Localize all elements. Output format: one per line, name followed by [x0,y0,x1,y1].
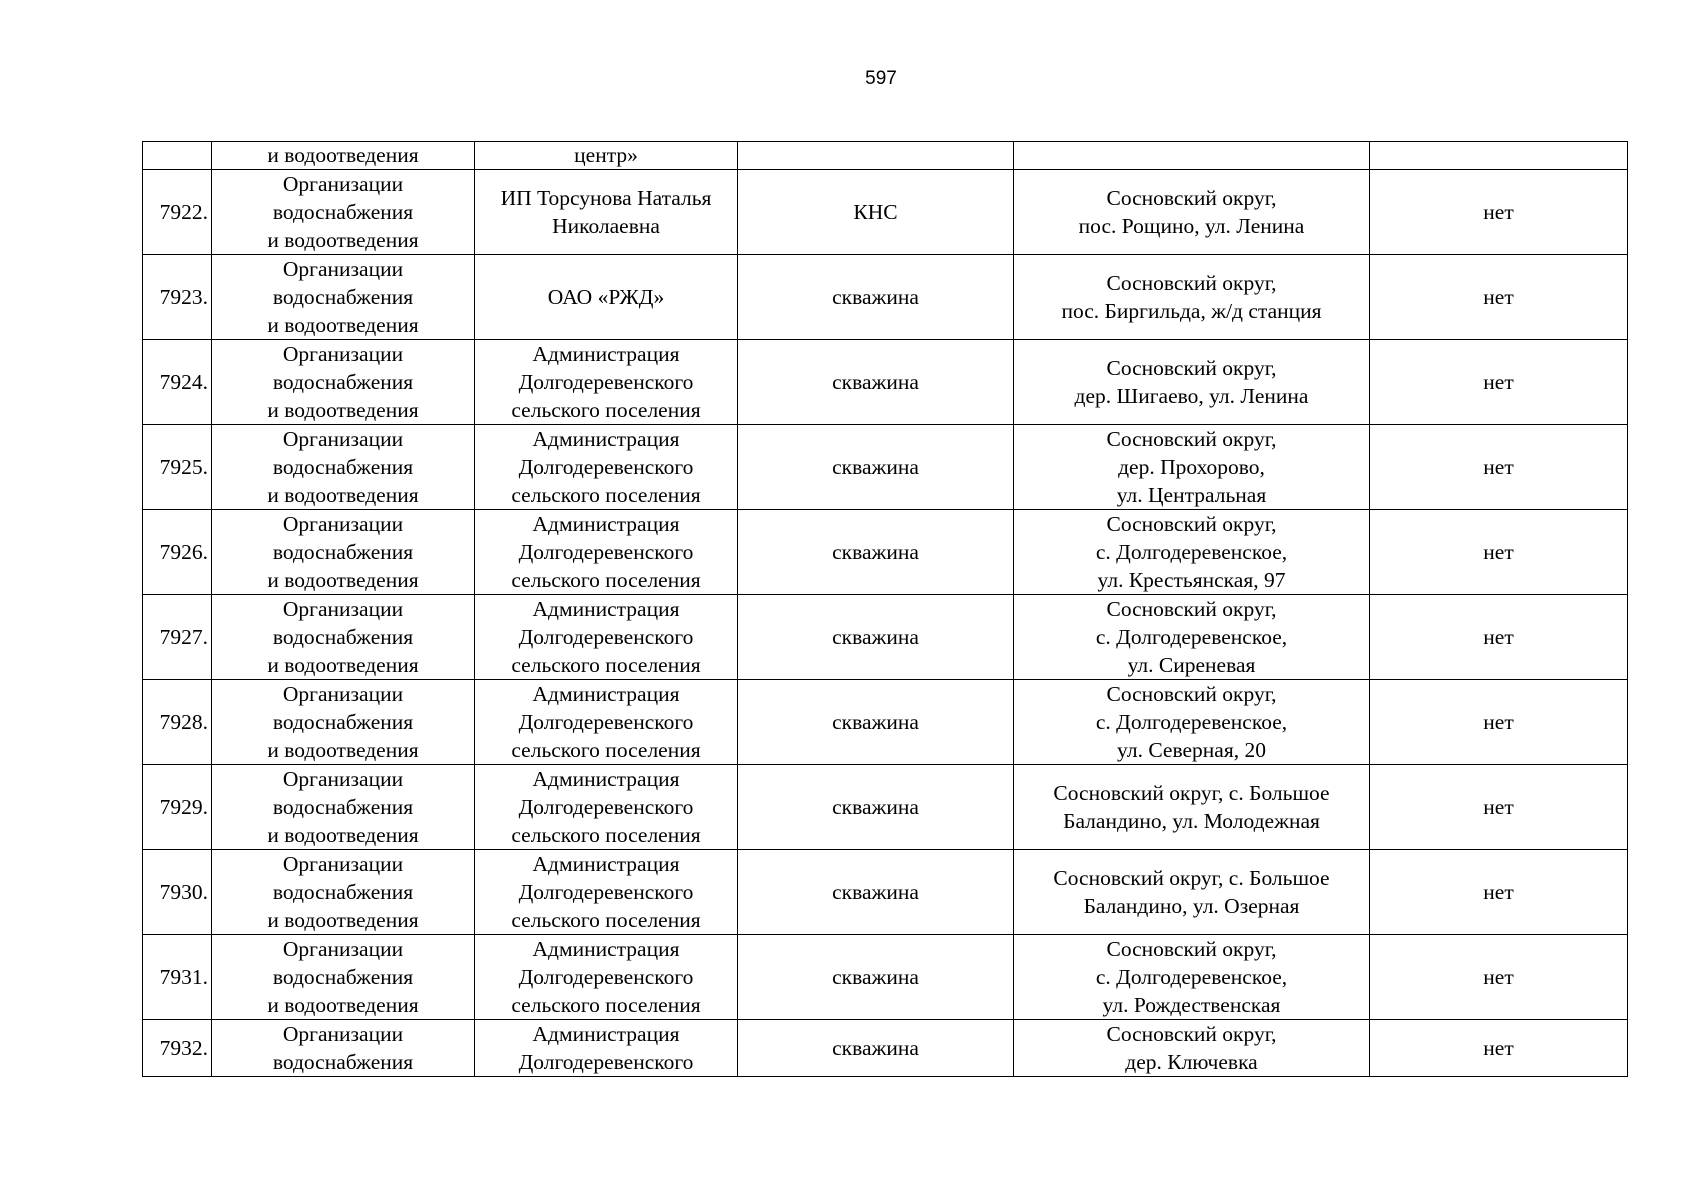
cell-organization-line: ИП Торсунова Наталья [500,186,712,210]
cell-category-line: и водоотведения [267,993,419,1017]
cell-object: скважина [738,1020,1014,1077]
cell-organization-line: Администрация [532,427,680,451]
page-number: 597 [865,68,897,89]
cell-address-line: пос. Биргильда, ж/д станция [1061,299,1322,323]
cell-organization-line: сельского поселения [511,483,701,507]
cell-organization-line: Администрация [532,342,680,366]
cell-organization-line: Долгодеревенского [518,625,694,649]
cell-organization-line: сельского поселения [511,823,701,847]
cell-category [212,1020,475,1077]
cell-number: 7922. [143,170,212,255]
cell-category: и водоотведения [212,142,475,170]
cell-status: нет [1370,680,1628,765]
cell-address-line: Сосновский округ, [1106,937,1277,961]
cell-organization-line: Долгодеревенского [518,455,694,479]
cell-organization [475,255,738,340]
cell-category [212,765,475,850]
cell-status: нет [1370,595,1628,680]
table-row [143,850,1628,935]
cell-number: 7927. [143,595,212,680]
continued-row [143,142,1628,170]
cell-address [1014,595,1370,680]
cell-address [1014,170,1370,255]
cell-address-line: Сосновский округ, [1106,512,1277,536]
cell-address-line: Сосновский округ, [1106,356,1277,380]
cell-category-line: и водоотведения [267,228,419,252]
cell-category-line: и водоотведения [267,908,419,932]
cell-category-line: и водоотведения [267,313,419,337]
cell-organization-line: сельского поселения [511,653,701,677]
cell-category-line: водоснабжения [272,540,414,564]
cell-category [212,425,475,510]
cell-category-line: водоснабжения [272,200,414,224]
cell-address-line: Баландино, ул. Озерная [1083,894,1300,918]
cell-object: скважина [738,765,1014,850]
cell-address [1014,340,1370,425]
cell-address-line: ул. Сиреневая [1127,653,1256,677]
cell-object: скважина [738,680,1014,765]
cell-status: нет [1370,255,1628,340]
cell-number: 7932. [143,1020,212,1077]
cell-address-line: Баландино, ул. Молодежная [1063,809,1320,833]
cell-address [1014,142,1370,170]
cell-address-line: Сосновский округ, с. Большое [1053,781,1330,805]
cell-address-line: Сосновский округ, [1106,682,1277,706]
cell-category-line: и водоотведения [267,483,419,507]
cell-organization-line: сельского поселения [511,993,701,1017]
cell-organization-line: Долгодеревенского [518,1050,694,1074]
cell-category-line: Организации [282,512,404,536]
cell-status: нет [1370,425,1628,510]
table-row [143,680,1628,765]
cell-status [1370,142,1628,170]
cell-address-line: Сосновский округ, с. Большое [1053,866,1330,890]
cell-status: нет [1370,510,1628,595]
cell-organization-line: сельского поселения [511,908,701,932]
cell-object: скважина [738,510,1014,595]
table-row [143,255,1628,340]
cell-category-line: и водоотведения [267,653,419,677]
cell-organization-line: ОАО «РЖД» [547,285,665,309]
cell-category [212,170,475,255]
cell-address-line: Сосновский округ, [1106,597,1277,621]
cell-address-line: Сосновский округ, [1106,427,1277,451]
cell-category-line: водоснабжения [272,710,414,734]
cell-category [212,510,475,595]
cell-organization-line: сельского поселения [511,738,701,762]
cell-category-line: водоснабжения [272,880,414,904]
cell-organization [475,935,738,1020]
cell-number: 7926. [143,510,212,595]
table-row [143,425,1628,510]
cell-address-line: ул. Крестьянская, 97 [1097,568,1286,592]
cell-category-line: Организации [282,852,404,876]
cell-organization-line: Долгодеревенского [518,370,694,394]
cell-category-line: Организации [282,937,404,961]
cell-category-line: водоснабжения [272,625,414,649]
cell-category [212,595,475,680]
cell-organization-line: сельского поселения [511,398,701,422]
cell-address-line: Сосновский округ, [1106,271,1277,295]
cell-address-line: с. Долгодеревенское, [1095,710,1288,734]
cell-status: нет [1370,340,1628,425]
table-row [143,765,1628,850]
cell-organization-line: Администрация [532,512,680,536]
cell-number: 7924. [143,340,212,425]
cell-object: КНС [738,170,1014,255]
cell-status: нет [1370,765,1628,850]
cell-category-line: Организации [282,257,404,281]
cell-category-line: Организации [282,682,404,706]
cell-category-line: водоснабжения [272,285,414,309]
cell-address-line: дер. Ключевка [1125,1050,1258,1074]
cell-organization-line: сельского поселения [511,568,701,592]
cell-address-line: Сосновский округ, [1106,186,1277,210]
cell-organization [475,1020,738,1077]
cell-organization [475,340,738,425]
cell-number: 7931. [143,935,212,1020]
cell-number: 7925. [143,425,212,510]
table-row [143,340,1628,425]
cell-category-line: Организации [282,342,404,366]
cell-organization [475,510,738,595]
cell-status: нет [1370,170,1628,255]
cell-address-line: дер. Шигаево, ул. Ленина [1074,384,1309,408]
cell-status: нет [1370,1020,1628,1077]
cell-category-line: и водоотведения [267,568,419,592]
cell-organization-line: Администрация [532,937,680,961]
cell-category-line: водоснабжения [272,1050,414,1074]
registry-table [142,141,1628,1077]
cell-address-line: дер. Прохорово, [1118,455,1265,479]
cell-organization-line: Администрация [532,852,680,876]
cell-number: 7929. [143,765,212,850]
cell-category [212,255,475,340]
cell-number: 7930. [143,850,212,935]
cell-category-line: и водоотведения [267,738,419,762]
cell-object: скважина [738,340,1014,425]
cell-category-line: Организации [282,172,404,196]
cell-organization-line: Администрация [532,682,680,706]
cell-organization-line: Долгодеревенского [518,710,694,734]
cell-number: 7928. [143,680,212,765]
cell-category-line: Организации [282,597,404,621]
cell-address-line: пос. Рощино, ул. Ленина [1078,214,1305,238]
cell-category [212,850,475,935]
cell-category [212,935,475,1020]
cell-address [1014,850,1370,935]
cell-organization-line: Администрация [532,1022,680,1046]
table-row [143,595,1628,680]
cell-object [738,142,1014,170]
cell-organization-line: Долгодеревенского [518,795,694,819]
cell-organization [475,170,738,255]
cell-organization-line: Долгодеревенского [518,880,694,904]
cell-address [1014,510,1370,595]
table-row [143,510,1628,595]
cell-organization-line: Долгодеревенского [518,540,694,564]
cell-category-line: Организации [282,427,404,451]
cell-address-line: ул. Рождественская [1102,993,1281,1017]
cell-organization [475,765,738,850]
cell-object: скважина [738,935,1014,1020]
cell-category-line: Организации [282,767,404,791]
cell-object: скважина [738,425,1014,510]
table-row [143,170,1628,255]
cell-organization-line: Администрация [532,767,680,791]
cell-category-line: и водоотведения [267,823,419,847]
cell-address-line: ул. Северная, 20 [1117,738,1266,762]
cell-address [1014,255,1370,340]
cell-organization-line: Администрация [532,597,680,621]
cell-organization [475,425,738,510]
cell-object: скважина [738,595,1014,680]
cell-object: скважина [738,255,1014,340]
cell-address [1014,935,1370,1020]
cell-address [1014,1020,1370,1077]
cell-organization [475,680,738,765]
cell-organization [475,595,738,680]
cell-address-line: ул. Центральная [1116,483,1267,507]
table-body [143,142,1628,1077]
cell-organization: центр» [475,142,738,170]
cell-category-line: водоснабжения [272,455,414,479]
cell-category-line: водоснабжения [272,795,414,819]
cell-number [143,142,212,170]
cell-address-line: с. Долгодеревенское, [1095,625,1288,649]
cell-category [212,340,475,425]
cell-category-line: Организации [282,1022,404,1046]
cell-category-line: водоснабжения [272,965,414,989]
table-row [143,1020,1628,1077]
cell-status: нет [1370,850,1628,935]
cell-address [1014,765,1370,850]
cell-organization-line: Долгодеревенского [518,965,694,989]
cell-address [1014,425,1370,510]
cell-object: скважина [738,850,1014,935]
cell-number: 7923. [143,255,212,340]
table-row [143,935,1628,1020]
cell-category [212,680,475,765]
cell-address-line: Сосновский округ, [1106,1022,1277,1046]
cell-organization [475,850,738,935]
cell-address-line: с. Долгодеревенское, [1095,965,1288,989]
cell-address-line: с. Долгодеревенское, [1095,540,1288,564]
cell-category-line: и водоотведения [267,398,419,422]
cell-organization-line: Николаевна [552,214,660,238]
cell-status: нет [1370,935,1628,1020]
cell-address [1014,680,1370,765]
cell-category-line: водоснабжения [272,370,414,394]
